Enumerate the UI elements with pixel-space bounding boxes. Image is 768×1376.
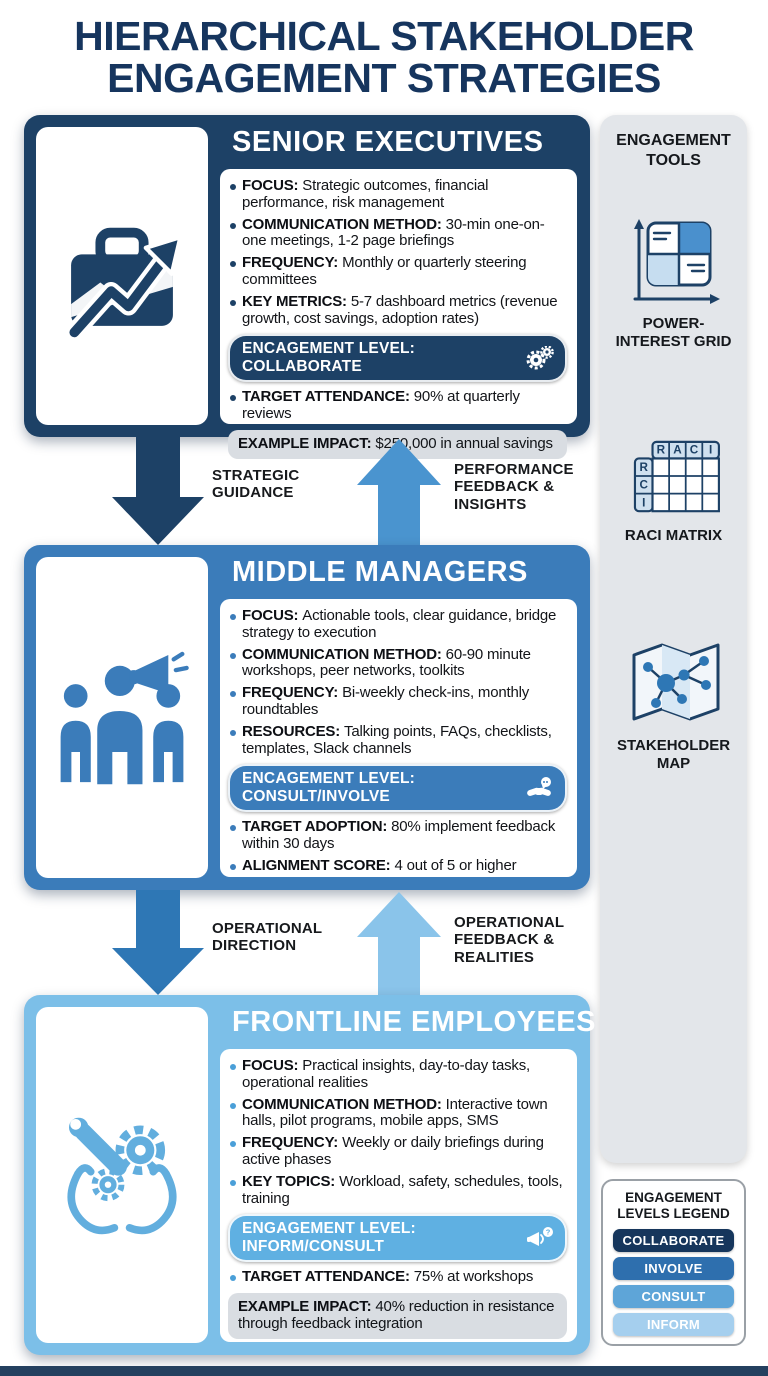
briefcase-growth-icon (52, 211, 192, 341)
tier-card-middle-managers (24, 545, 590, 890)
bullet-dot (230, 184, 236, 190)
bullet-text: Monthly or quarterly steering committees (242, 254, 527, 288)
frontline-icon-box (36, 1007, 208, 1343)
bullet-text: 30-min one-on-one meetings, 1-2 page briefings (242, 215, 545, 250)
impact-label: EXAMPLE IMPACT: (238, 434, 372, 452)
bullet-dot (230, 825, 236, 831)
legend-level-involve: INVOLVE (613, 1257, 734, 1280)
engagement-level-badge (228, 334, 567, 382)
svg-text:I: I (708, 443, 712, 457)
middle-icon-box (36, 557, 208, 878)
bullet-dot (230, 1103, 236, 1109)
team-megaphone-icon (52, 650, 192, 785)
list-item (228, 1097, 567, 1131)
bullet-label: FOCUS: (242, 607, 299, 624)
list-item (228, 819, 567, 853)
bullet-label: TARGET ATTENDANCE: (242, 1268, 410, 1286)
list-item (228, 1269, 567, 1286)
tool-label: RACI MATRIX (624, 527, 723, 544)
bullet-text: Practical insights, day-to-day tasks, operational realities (242, 1057, 530, 1091)
flow-up-label: PERFORMANCE FEEDBACK & INSIGHTS (454, 461, 574, 513)
legend-title: ENGAGEMENT LEVELS LEGEND (617, 1190, 730, 1222)
bullet-text: 80% implement feedback within 30 days (242, 818, 556, 853)
bullet-text: 90% at quarterly reviews (242, 388, 520, 423)
up-arrow-operational-feedback-icon (357, 892, 441, 995)
bullet-dot (230, 691, 236, 697)
bullet-text: 5-7 dashboard metrics (revenue growth, cost savings, adoption rates) (242, 292, 558, 327)
engagement-levels-legend (601, 1179, 746, 1346)
tool-label: STAKEHOLDER MAP (616, 737, 731, 772)
list-item (228, 724, 567, 758)
bullet-text: Bi-weekly check-ins, monthly roundtables (242, 684, 530, 718)
svg-text:I: I (641, 496, 645, 510)
bullet-dot (230, 614, 236, 620)
impact-text: $250,000 in annual savings (375, 434, 553, 452)
flow-down-label: STRATEGIC GUIDANCE (212, 467, 300, 502)
tool-label: POWER-INTEREST GRID (615, 315, 732, 350)
bullet-label: TARGET ADOPTION: (242, 818, 388, 836)
bullet-text: Weekly or daily briefings during active phases (242, 1134, 544, 1168)
engagement-level-badge (228, 764, 567, 812)
svg-text:?: ? (545, 1227, 551, 1237)
list-item (228, 294, 567, 328)
bottom-accent-bar (0, 1366, 768, 1376)
bullet-dot (230, 1141, 236, 1147)
megaphone-question-icon (525, 1226, 555, 1250)
svg-text:C: C (639, 478, 648, 492)
tier-card-frontline-employees (24, 995, 596, 1355)
svg-text:A: A (672, 443, 682, 457)
bullet-label: FREQUENCY: (242, 254, 339, 272)
list-item (228, 1135, 567, 1169)
list-item (228, 389, 567, 423)
list-item (228, 647, 567, 681)
list-item (228, 178, 567, 212)
bullet-label: FOCUS: (242, 177, 299, 194)
bullet-dot (230, 1064, 236, 1070)
svg-text:R: R (656, 443, 665, 457)
bullet-dot (230, 730, 236, 736)
bullet-label: COMMUNICATION METHOD: (242, 1095, 442, 1113)
bullet-text: 60-90 minute workshops, peer networks, toolkits (242, 645, 531, 680)
svg-text:C: C (689, 443, 698, 457)
stakeholder-map-icon (625, 637, 723, 729)
engagement-tools-panel (600, 115, 747, 1163)
bullet-text: Strategic outcomes, financial performance, risk management (242, 177, 489, 211)
example-impact-box (228, 1293, 567, 1339)
legend-level-inform: INFORM (613, 1313, 734, 1336)
bullet-dot (230, 261, 236, 267)
down-arrow-operational-direction-icon (112, 890, 204, 995)
bullet-label: FREQUENCY: (242, 1134, 339, 1152)
engagement-level-badge (228, 1214, 567, 1262)
flow-zone-2 (24, 890, 590, 995)
tool-raci-matrix (609, 437, 739, 545)
up-arrow-performance-feedback-icon (357, 439, 441, 545)
list-item (228, 608, 567, 642)
bullet-dot (230, 1275, 236, 1281)
legend-level-collaborate: COLLABORATE (613, 1229, 734, 1252)
engagement-level-text: ENCAGEMENT LEVEL: COLLABORATE (242, 340, 416, 376)
bullet-dot (230, 223, 236, 229)
page-title: HIERARCHICAL STAKEHOLDER ENGAGEMENT STRATEGIES (74, 13, 694, 101)
flow-zone-1 (24, 434, 590, 545)
bullet-label: ALIGNMENT SCORE: (242, 856, 391, 874)
bullet-text: Talking points, FAQs, checklists, templates, Slack channels (242, 722, 552, 757)
senior-icon-box (36, 127, 208, 425)
bullet-text: Interactive town halls, pilot programs, mobile apps, SMS (242, 1095, 548, 1130)
legend-level-consult: CONSULT (613, 1285, 734, 1308)
down-arrow-strategic-guidance-icon (112, 437, 204, 545)
bullet-text: 4 out of 5 or higher (394, 856, 517, 874)
power-interest-grid-icon (626, 215, 722, 307)
bullet-dot (230, 300, 236, 306)
bullet-dot (230, 1180, 236, 1186)
list-item (228, 858, 567, 875)
tier-title-frontline: FRONTLINE EMPLOYEES (232, 1006, 596, 1038)
bullet-label: COMMUNICATION METHOD: (242, 645, 442, 663)
senior-content (220, 169, 577, 452)
handshake-icon (525, 776, 555, 800)
flow-up-label: OPERATIONAL FEEDBACK & REALITIES (454, 914, 564, 966)
tier-card-senior-executives (24, 115, 590, 452)
bullet-text: Workload, safety, schedules, tools, training (242, 1172, 563, 1207)
tier-title-middle: MIDDLE MANAGERS (232, 556, 528, 588)
list-item (228, 1174, 567, 1208)
bullet-dot (230, 864, 236, 870)
bullet-label: FREQUENCY: (242, 684, 339, 702)
bullet-label: COMMUNICATION METHOD: (242, 215, 442, 233)
tool-stakeholder-map (609, 637, 739, 773)
gears-icon (525, 346, 555, 370)
bullet-label: KEY TOPICS: (242, 1172, 336, 1190)
tool-power-interest-grid (609, 215, 739, 351)
bullet-label: TARGET ATTENDANCE: (242, 388, 410, 406)
bullet-label: FOCUS: (242, 1057, 299, 1074)
bullet-label: KEY METRICS: (242, 292, 347, 310)
bullet-text: Actionable tools, clear guidance, bridge strategy to execution (242, 607, 557, 641)
tools-panel-title: ENGAGEMENT TOOLS (616, 132, 731, 169)
bullet-text: 75% at workshops (413, 1268, 534, 1286)
list-item (228, 217, 567, 251)
list-item (228, 255, 567, 289)
flow-down-label: OPERATIONAL DIRECTION (212, 920, 322, 955)
svg-text:R: R (639, 461, 648, 475)
engagement-level-text: ENGAGEMENT LEVEL: INFORM/CONSULT (242, 1220, 416, 1256)
list-item (228, 1058, 567, 1092)
hands-holding-gears-icon (52, 1105, 192, 1245)
bullet-dot (230, 395, 236, 401)
impact-text: 40% reduction in resistance through feedback integration (238, 1298, 555, 1332)
frontline-content (220, 1049, 577, 1342)
engagement-level-text: ENCAGEMENT LEVEL: CONSULT/INVOLVE (242, 770, 416, 806)
bullet-label: RESOURCES: (242, 722, 341, 740)
tier-title-senior: SENIOR EXECUTIVES (232, 126, 544, 158)
middle-content (220, 599, 577, 877)
list-item (228, 685, 567, 719)
impact-label: EXAMPLE IMPACT: (238, 1298, 372, 1316)
bullet-dot (230, 653, 236, 659)
raci-matrix-icon (627, 437, 721, 519)
